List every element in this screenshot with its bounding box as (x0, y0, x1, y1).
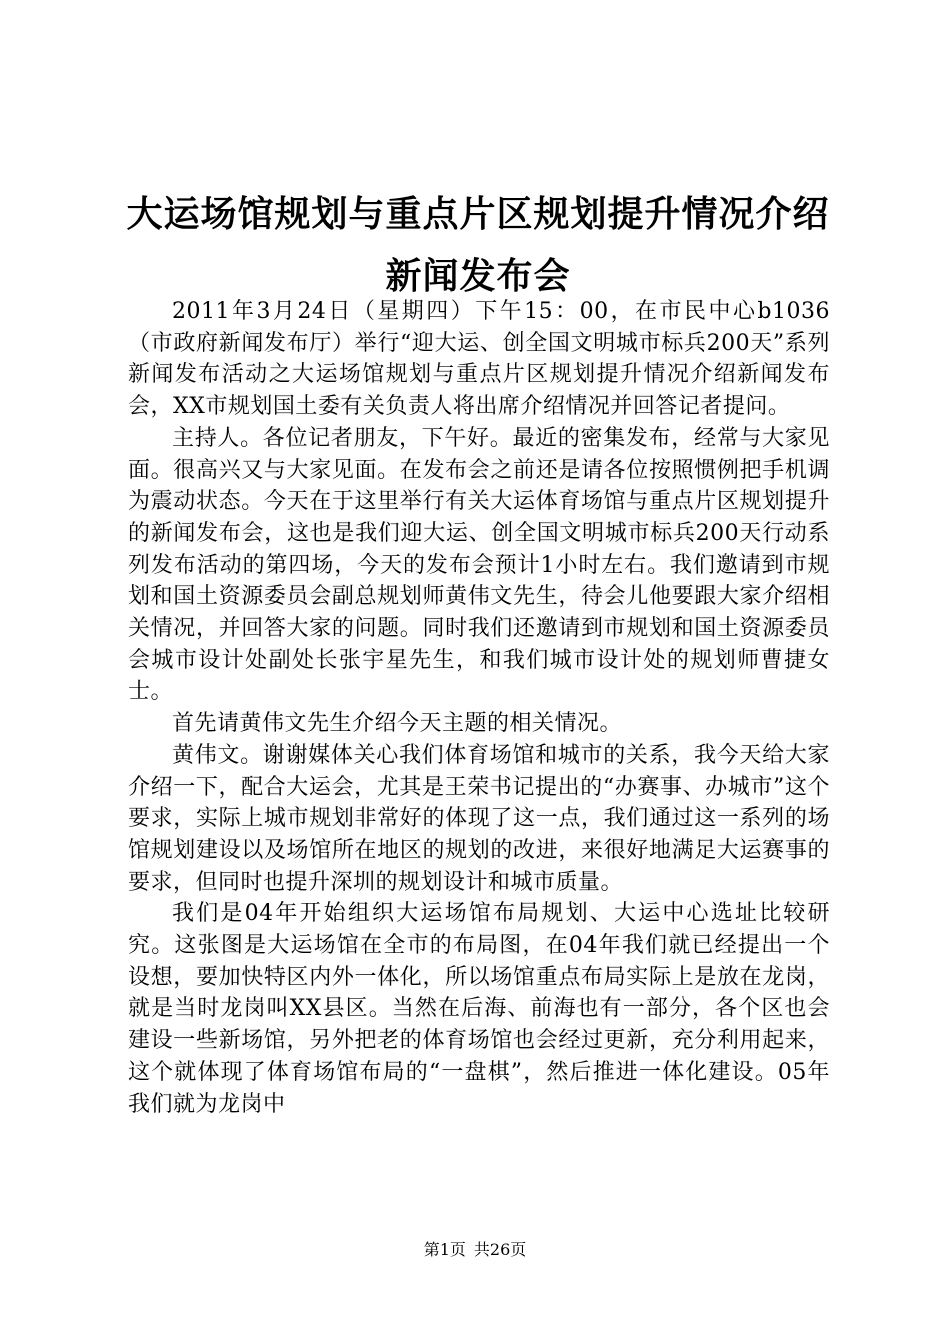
page-footer (0, 1240, 950, 1260)
paragraph-huang-remarks: 黄伟文。谢谢媒体关心我们体育场馆和城市的关系，我今天给大家介绍一下，配合大运会，尤其是王荣书记提出的“办赛事、办城市”这个要求，实际上城市规划非常好的体现了这一点，我们通过这一系列的场馆规划建设以及场馆所在地区的规划的改进，来很好地满足大运赛事的要求，但同时也提升深圳的规划设计和城市质量。 (128, 742, 830, 895)
paragraph-venue-history: 我们是04年开始组织大运场馆布局规划、大运中心选址比较研究。这张图是大运场馆在全市的布局图，在04年我们就已经提出一个设想，要加快特区内外一体化，所以场馆重点布局实际上是放在龙岗，就是当时龙岗叫XX县区。当然在后海、前海也有一部分，各个区也会建设一些新场馆，另外把老的体育场馆也会经过更新，充分利用起来，这个就体现了体育场馆布局的“一盘棋”，然后推进一体化建设。05年我们就为龙岗中 (128, 901, 830, 1117)
document-title: 大运场馆规划与重点片区规划提升情况介绍新闻发布会 (126, 193, 830, 297)
document-body (128, 296, 830, 1120)
paragraph-intro: 2011年3月24日（星期四）下午15：00，在市民中心b1036（市政府新闻发布厅）举行“迎大运、创全国文明城市标兵200天”系列新闻发布活动之大运场馆规划与重点片区规划提升情况介绍新闻发布会，XX市规划国土委有关负责人将出席介绍情况并回答记者提问。 (128, 299, 830, 420)
page-total: 共26页 (473, 1240, 527, 1259)
paragraph-host-remarks: 主持人。各位记者朋友，下午好。最近的密集发布，经常与大家见面。很高兴又与大家见面。在发布会之前还是请各位按照惯例把手机调为震动状态。今天在于这里举行有关大运体育场馆与重点片区规划提升的新闻发布会，这也是我们迎大运、创全国文明城市标兵200天行动系列发布活动的第四场，今天的发布会预计1小时左右。我们邀请到市规划和国土资源委员会副总规划师黄伟文先生，待会儿他要跟大家介绍相关情况，并回答大家的问题。同时我们还邀请到市规划和国土资源委员会城市设计处副处长张宇星先生，和我们城市设计处的规划师曹捷女士。 (128, 425, 830, 705)
paragraph-invitation: 首先请黄伟文先生介绍今天主题的相关情况。 (172, 711, 623, 737)
page-number: 第1页 (423, 1240, 466, 1259)
